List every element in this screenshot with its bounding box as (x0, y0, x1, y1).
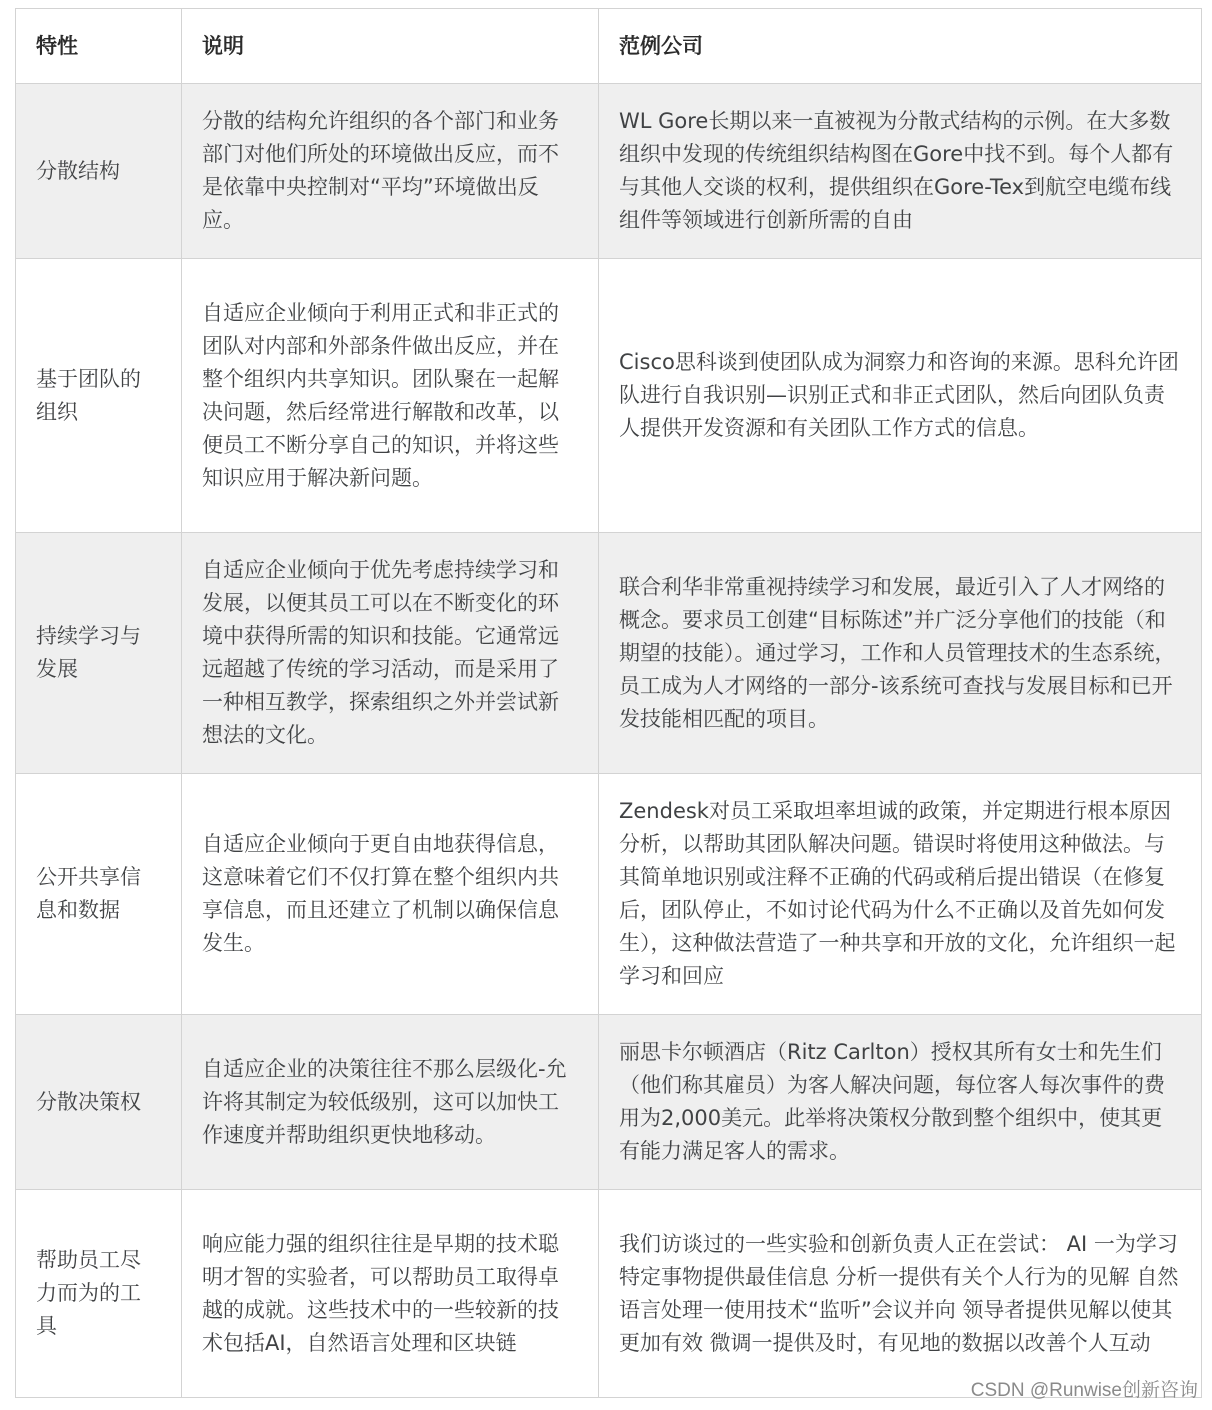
trait-cell: 基于团队的组织 (16, 259, 182, 533)
header-trait: 特性 (16, 9, 182, 84)
header-example: 范例公司 (599, 9, 1202, 84)
example-cell: 联合利华非常重视持续学习和发展，最近引入了人才网络的概念。要求员工创建“目标陈述”并广泛分享他们的技能（和期望的技能）。通过学习，工作和人员管理技术的生态系统，员工成为人才网络的一部分-该系统可查找与发展目标和已开发技能相匹配的项目。 (599, 533, 1202, 774)
watermark-text: CSDN @Runwise创新咨询 (970, 1380, 1198, 1401)
trait-cell: 分散结构 (16, 84, 182, 259)
description-cell: 自适应企业倾向于利用正式和非正式的团队对内部和外部条件做出反应，并在整个组织内共享知识。团队聚在一起解决问题，然后经常进行解散和改革，以便员工不断分享自己的知识，并将这些知识应用于解决新问题。 (182, 259, 599, 533)
table-row (16, 259, 1202, 533)
description-cell: 自适应企业的决策往往不那么层级化-允许将其制定为较低级别，这可以加快工作速度并帮助组织更快地移动。 (182, 1015, 599, 1190)
comparison-table (15, 8, 1202, 1398)
trait-cell: 帮助员工尽力而为的工具 (16, 1190, 182, 1398)
example-cell: 我们访谈过的一些实验和创新负责人正在尝试： AI 一为学习特定事物提供最佳信息 分析一提供有关个人行为的见解 自然语言处理一使用技术“监听”会议并向 领导者提供见解以使其更加有效 微调一提供及时，有见地的数据以改善个人互动 (599, 1190, 1202, 1398)
description-cell: 自适应企业倾向于更自由地获得信息，这意味着它们不仅打算在整个组织内共享信息，而且还建立了机制以确保信息发生。 (182, 774, 599, 1015)
comparison-table-container (15, 8, 1201, 1398)
example-cell: 丽思卡尔顿酒店（Ritz Carlton）授权其所有女士和先生们（他们称其雇员）为客人解决问题，每位客人每次事件的费用为2,000美元。此举将决策权分散到整个组织中，使其更有能力满足客人的需求。 (599, 1015, 1202, 1190)
example-cell: WL Gore长期以来一直被视为分散式结构的示例。在大多数组织中发现的传统组织结构图在Gore中找不到。每个人都有与其他人交谈的权利，提供组织在Gore-Tex到航空电缆布线组件等领域进行创新所需的自由 (599, 84, 1202, 259)
trait-cell: 分散决策权 (16, 1015, 182, 1190)
header-description: 说明 (182, 9, 599, 84)
description-cell: 自适应企业倾向于优先考虑持续学习和发展，以便其员工可以在不断变化的环境中获得所需的知识和技能。它通常远远超越了传统的学习活动，而是采用了一种相互教学，探索组织之外并尝试新想法的文化。 (182, 533, 599, 774)
table-row (16, 1190, 1202, 1398)
table-row (16, 1015, 1202, 1190)
description-cell: 响应能力强的组织往往是早期的技术聪明才智的实验者，可以帮助员工取得卓越的成就。这些技术中的一些较新的技术包括AI，自然语言处理和区块链 (182, 1190, 599, 1398)
trait-cell: 公开共享信息和数据 (16, 774, 182, 1015)
table-header-row (16, 9, 1202, 84)
description-cell: 分散的结构允许组织的各个部门和业务部门对他们所处的环境做出反应，而不是依靠中央控制对“平均”环境做出反应。 (182, 84, 599, 259)
example-cell: Zendesk对员工采取坦率坦诚的政策，并定期进行根本原因分析，以帮助其团队解决问题。错误时将使用这种做法。与其简单地识别或注释不正确的代码或稍后提出错误（在修复后，团队停止，不如讨论代码为什么不正确以及首先如何发生），这种做法营造了一种共享和开放的文化，允许组织一起学习和回应 (599, 774, 1202, 1015)
trait-cell: 持续学习与发展 (16, 533, 182, 774)
table-row (16, 533, 1202, 774)
table-row (16, 774, 1202, 1015)
table-row (16, 84, 1202, 259)
example-cell: Cisco思科谈到使团队成为洞察力和咨询的来源。思科允许团队进行自我识别—识别正式和非正式团队，然后向团队负责人提供开发资源和有关团队工作方式的信息。 (599, 259, 1202, 533)
